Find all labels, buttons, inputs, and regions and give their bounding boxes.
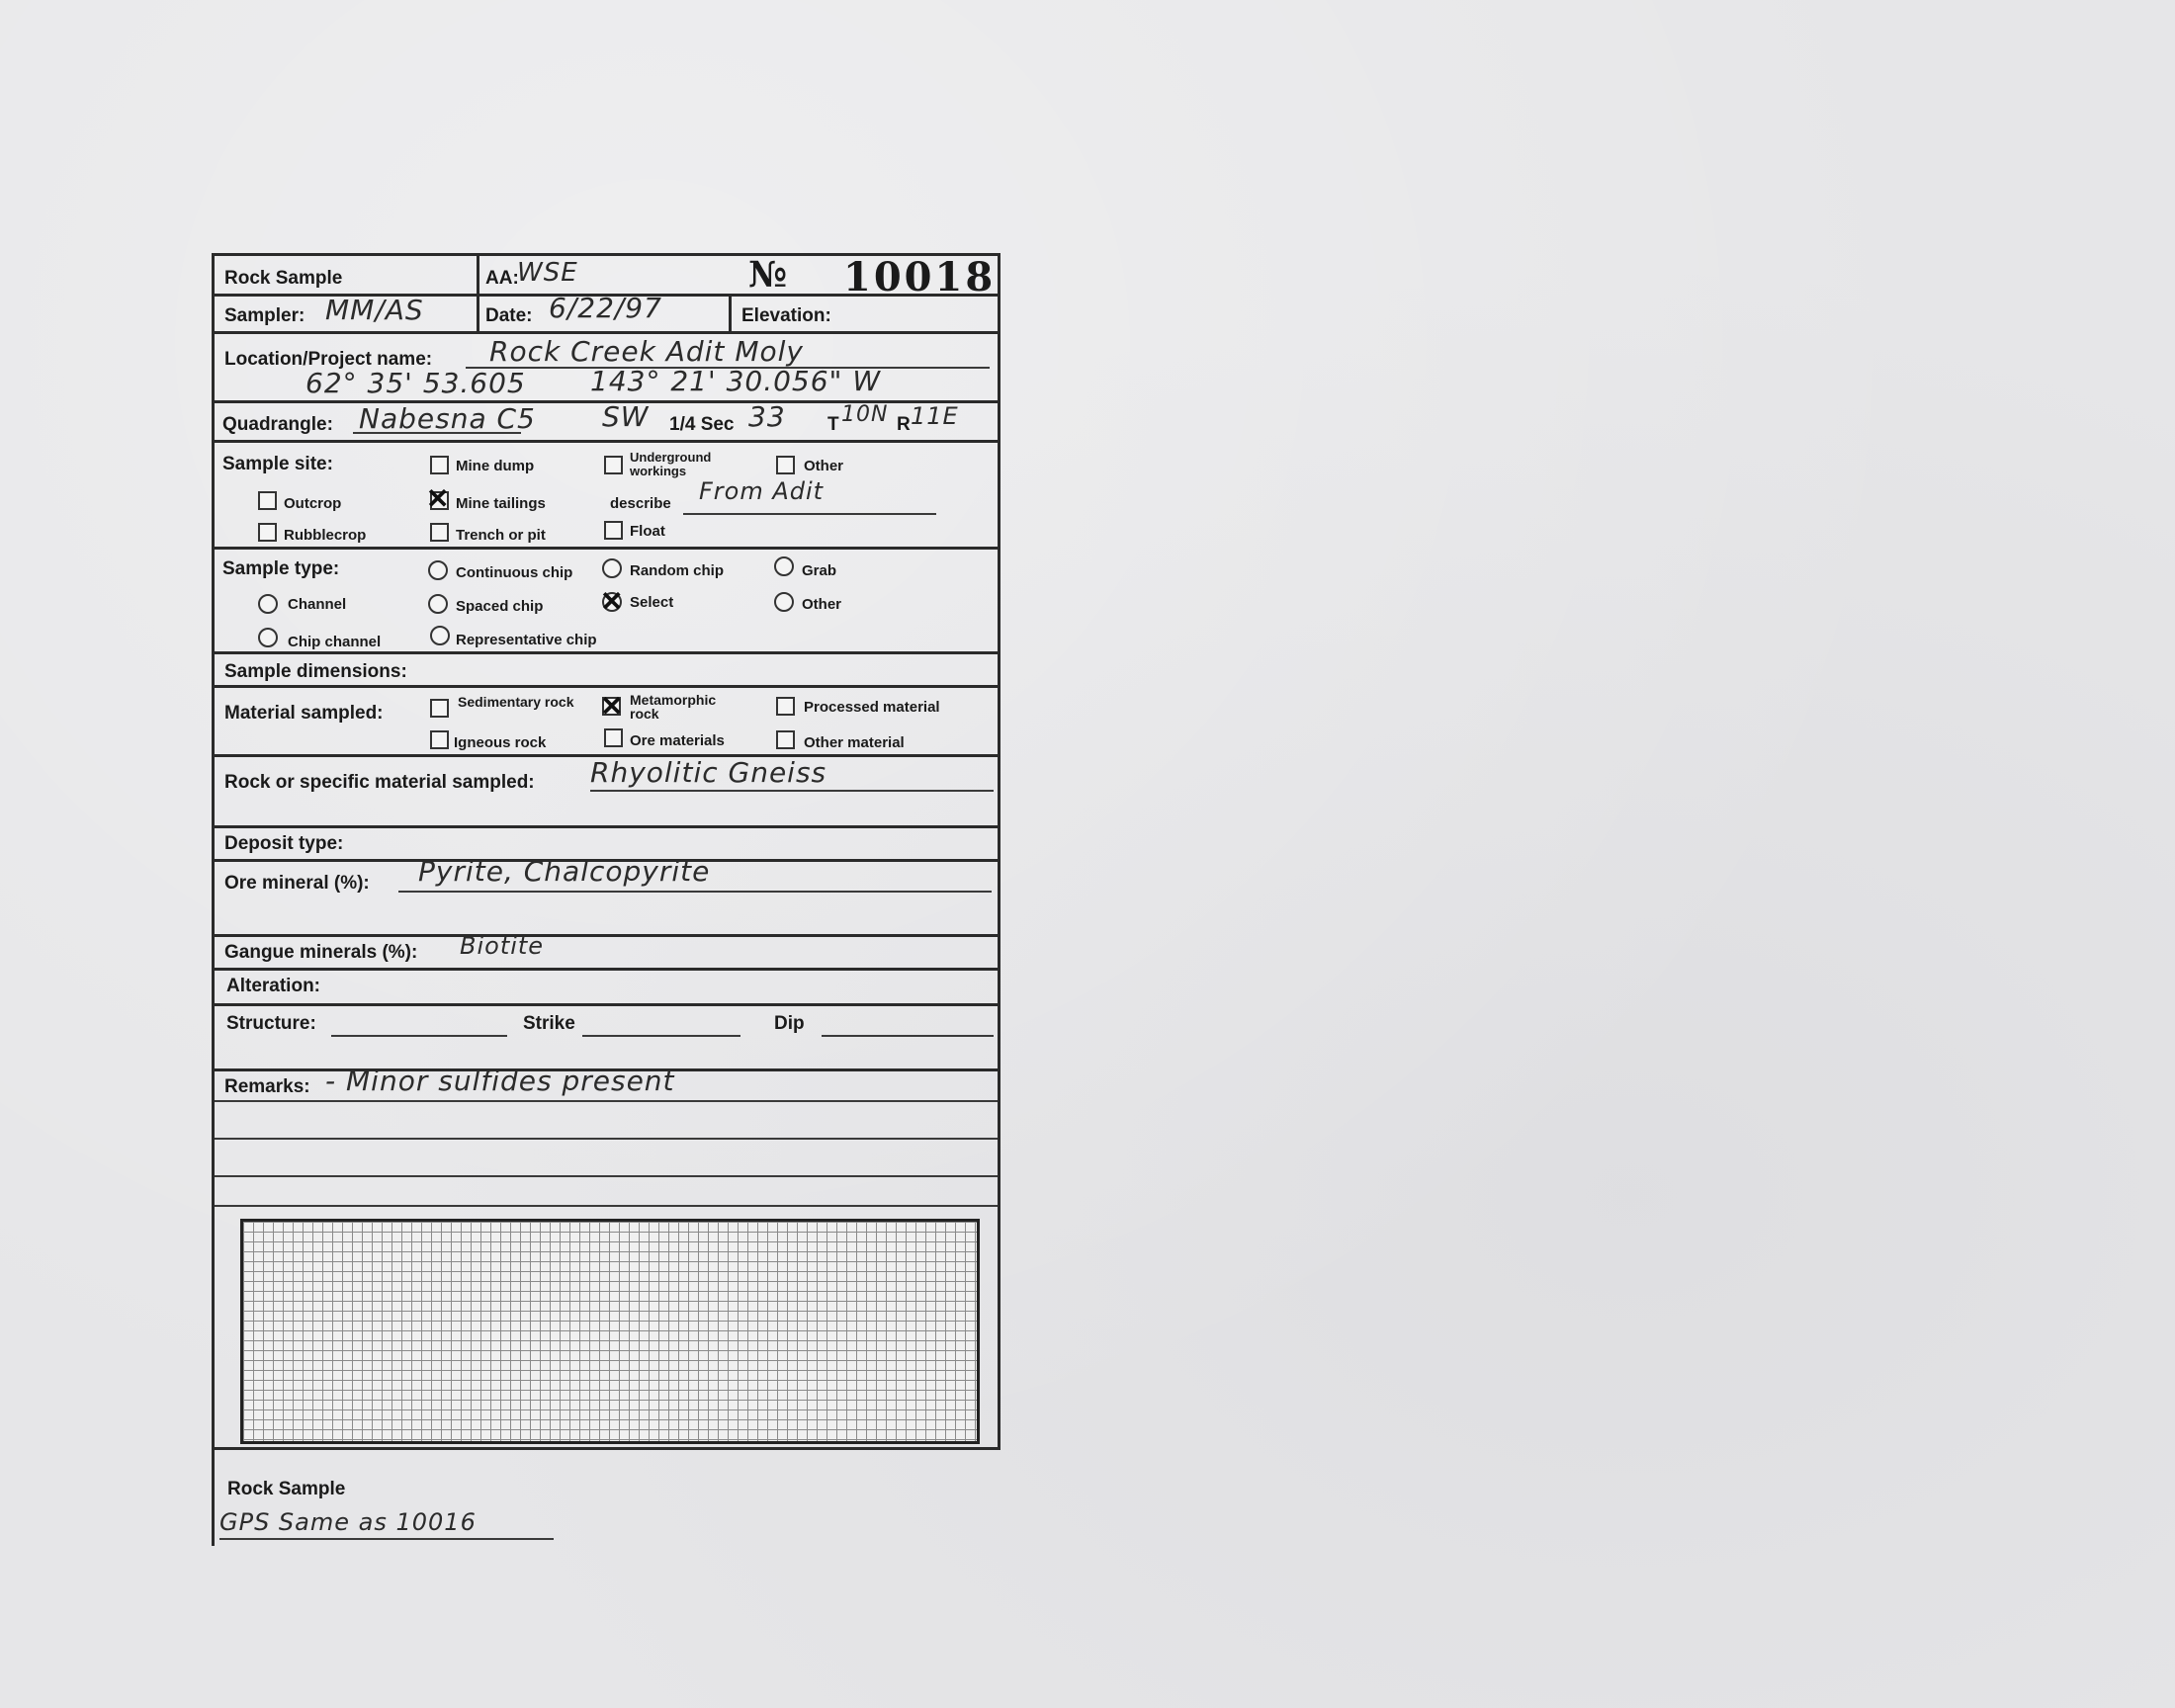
sample-site-label: Sample site: bbox=[222, 454, 333, 474]
igneous-checkbox[interactable] bbox=[430, 730, 449, 749]
other-material-checkbox[interactable] bbox=[776, 730, 795, 749]
longitude-value: 143° 21' 30.056" W bbox=[590, 365, 882, 397]
date-label: Date: bbox=[485, 305, 533, 326]
random-chip-radio[interactable] bbox=[602, 558, 622, 578]
spaced-chip-label: Spaced chip bbox=[456, 598, 544, 615]
describe-value[interactable]: From Adit bbox=[699, 477, 825, 505]
ore-materials-label: Ore materials bbox=[630, 732, 725, 749]
underground-label: Underground workings bbox=[630, 450, 712, 478]
location-row bbox=[215, 331, 998, 403]
quadrangle-value: Nabesna C5 bbox=[359, 402, 536, 435]
remarks-value[interactable]: - Minor sulfides present bbox=[325, 1065, 675, 1097]
structure-row bbox=[215, 1003, 998, 1071]
channel-radio[interactable] bbox=[258, 594, 278, 614]
rock-sample-card bbox=[212, 253, 1000, 1450]
gangue-value[interactable]: Biotite bbox=[460, 932, 545, 960]
location-label: Location/Project name: bbox=[224, 349, 433, 370]
igneous-label: Igneous rock bbox=[454, 734, 547, 751]
sedimentary-checkbox[interactable] bbox=[430, 699, 449, 718]
random-chip-label: Random chip bbox=[630, 562, 725, 579]
section-value: 33 bbox=[748, 400, 786, 433]
trench-checkbox[interactable] bbox=[430, 523, 449, 542]
deposit-label: Deposit type: bbox=[224, 833, 344, 854]
structure-label: Structure: bbox=[226, 1013, 316, 1034]
metamorphic-check-mark: ✕ bbox=[600, 691, 624, 722]
mine-dump-label: Mine dump bbox=[456, 458, 535, 474]
number-symbol: № bbox=[748, 254, 788, 296]
r-value: 11E bbox=[911, 402, 959, 430]
gangue-label: Gangue minerals (%): bbox=[224, 942, 418, 963]
grab-radio[interactable] bbox=[774, 556, 794, 576]
t-label: T bbox=[827, 414, 839, 435]
sample-type-row bbox=[215, 547, 998, 654]
sample-dimensions-label: Sample dimensions: bbox=[224, 661, 407, 682]
stub-left-border bbox=[212, 1447, 215, 1546]
representative-chip-radio[interactable] bbox=[430, 626, 450, 645]
rubblecrop-label: Rubblecrop bbox=[284, 527, 367, 544]
t-value: 10N bbox=[841, 402, 889, 427]
material-label: Material sampled: bbox=[224, 703, 384, 724]
sample-number: 10018 bbox=[843, 254, 997, 300]
strike-label: Strike bbox=[523, 1013, 575, 1034]
alteration-label: Alteration: bbox=[226, 976, 320, 996]
ore-label: Ore mineral (%): bbox=[224, 873, 370, 894]
stub-underline bbox=[219, 1538, 554, 1540]
chip-channel-label: Chip channel bbox=[288, 634, 382, 650]
float-label: Float bbox=[630, 523, 665, 540]
dip-label: Dip bbox=[774, 1013, 805, 1034]
other-type-label: Other bbox=[802, 596, 842, 613]
other-site-checkbox[interactable] bbox=[776, 456, 795, 474]
stub-top-rule bbox=[212, 1447, 998, 1450]
mine-dump-checkbox[interactable] bbox=[430, 456, 449, 474]
mine-tailings-check-mark: ✕ bbox=[426, 483, 450, 514]
quarter-value: SW bbox=[602, 400, 650, 433]
sampler-value: MM/AS bbox=[325, 294, 424, 326]
select-label: Select bbox=[630, 594, 674, 611]
sample-dimensions-row bbox=[215, 651, 998, 688]
material-row bbox=[215, 685, 998, 757]
outcrop-checkbox[interactable] bbox=[258, 491, 277, 510]
card-title: Rock Sample bbox=[224, 268, 343, 289]
processed-label: Processed material bbox=[804, 699, 940, 716]
header-row bbox=[215, 254, 998, 300]
select-check-mark: ✕ bbox=[600, 586, 624, 617]
other-type-radio[interactable] bbox=[774, 592, 794, 612]
aa-label: AA: bbox=[485, 268, 519, 289]
rock-material-value[interactable]: Rhyolitic Gneiss bbox=[590, 756, 827, 789]
mine-tailings-label: Mine tailings bbox=[456, 495, 546, 512]
r-label: R bbox=[897, 414, 911, 435]
outcrop-label: Outcrop bbox=[284, 495, 342, 512]
rubblecrop-checkbox[interactable] bbox=[258, 523, 277, 542]
elevation-label: Elevation: bbox=[741, 305, 831, 326]
ore-materials-checkbox[interactable] bbox=[604, 728, 623, 747]
other-site-label: Other bbox=[804, 458, 844, 474]
representative-chip-label: Representative chip bbox=[456, 632, 597, 648]
location-value: Rock Creek Adit Moly bbox=[489, 335, 804, 368]
sampler-row bbox=[215, 294, 998, 334]
date-value: 6/22/97 bbox=[549, 292, 662, 324]
other-material-label: Other material bbox=[804, 734, 905, 751]
rock-material-row bbox=[215, 754, 998, 828]
ore-value[interactable]: Pyrite, Chalcopyrite bbox=[418, 855, 711, 888]
describe-label: describe bbox=[610, 495, 671, 512]
underground-checkbox[interactable] bbox=[604, 456, 623, 474]
spaced-chip-radio[interactable] bbox=[428, 594, 448, 614]
quarter-label: 1/4 Sec bbox=[669, 414, 735, 435]
quadrangle-row bbox=[215, 400, 998, 443]
trench-label: Trench or pit bbox=[456, 527, 546, 544]
sample-type-label: Sample type: bbox=[222, 558, 340, 579]
continuous-chip-radio[interactable] bbox=[428, 560, 448, 580]
gangue-row bbox=[215, 934, 998, 971]
float-checkbox[interactable] bbox=[604, 521, 623, 540]
metamorphic-label: Metamorphic rock bbox=[630, 692, 717, 722]
sample-site-row bbox=[215, 440, 998, 550]
ore-row bbox=[215, 855, 998, 937]
processed-checkbox[interactable] bbox=[776, 697, 795, 716]
stub-note: GPS Same as 10016 bbox=[219, 1508, 477, 1536]
sketch-grid[interactable] bbox=[240, 1219, 980, 1444]
latitude-value: 62° 35' 53.605 bbox=[305, 367, 526, 399]
sedimentary-label: Sedimentary rock bbox=[458, 694, 574, 710]
sampler-label: Sampler: bbox=[224, 305, 305, 326]
alteration-row bbox=[215, 968, 998, 1006]
remarks-label: Remarks: bbox=[224, 1076, 310, 1097]
rock-material-label: Rock or specific material sampled: bbox=[224, 772, 535, 793]
continuous-chip-label: Continuous chip bbox=[456, 564, 573, 581]
chip-channel-radio[interactable] bbox=[258, 628, 278, 647]
grab-label: Grab bbox=[802, 562, 837, 579]
aa-value: WSE bbox=[517, 258, 578, 288]
stub-title: Rock Sample bbox=[227, 1479, 346, 1499]
remarks-row bbox=[215, 1065, 998, 1207]
quadrangle-label: Quadrangle: bbox=[222, 414, 333, 435]
channel-label: Channel bbox=[288, 596, 347, 613]
